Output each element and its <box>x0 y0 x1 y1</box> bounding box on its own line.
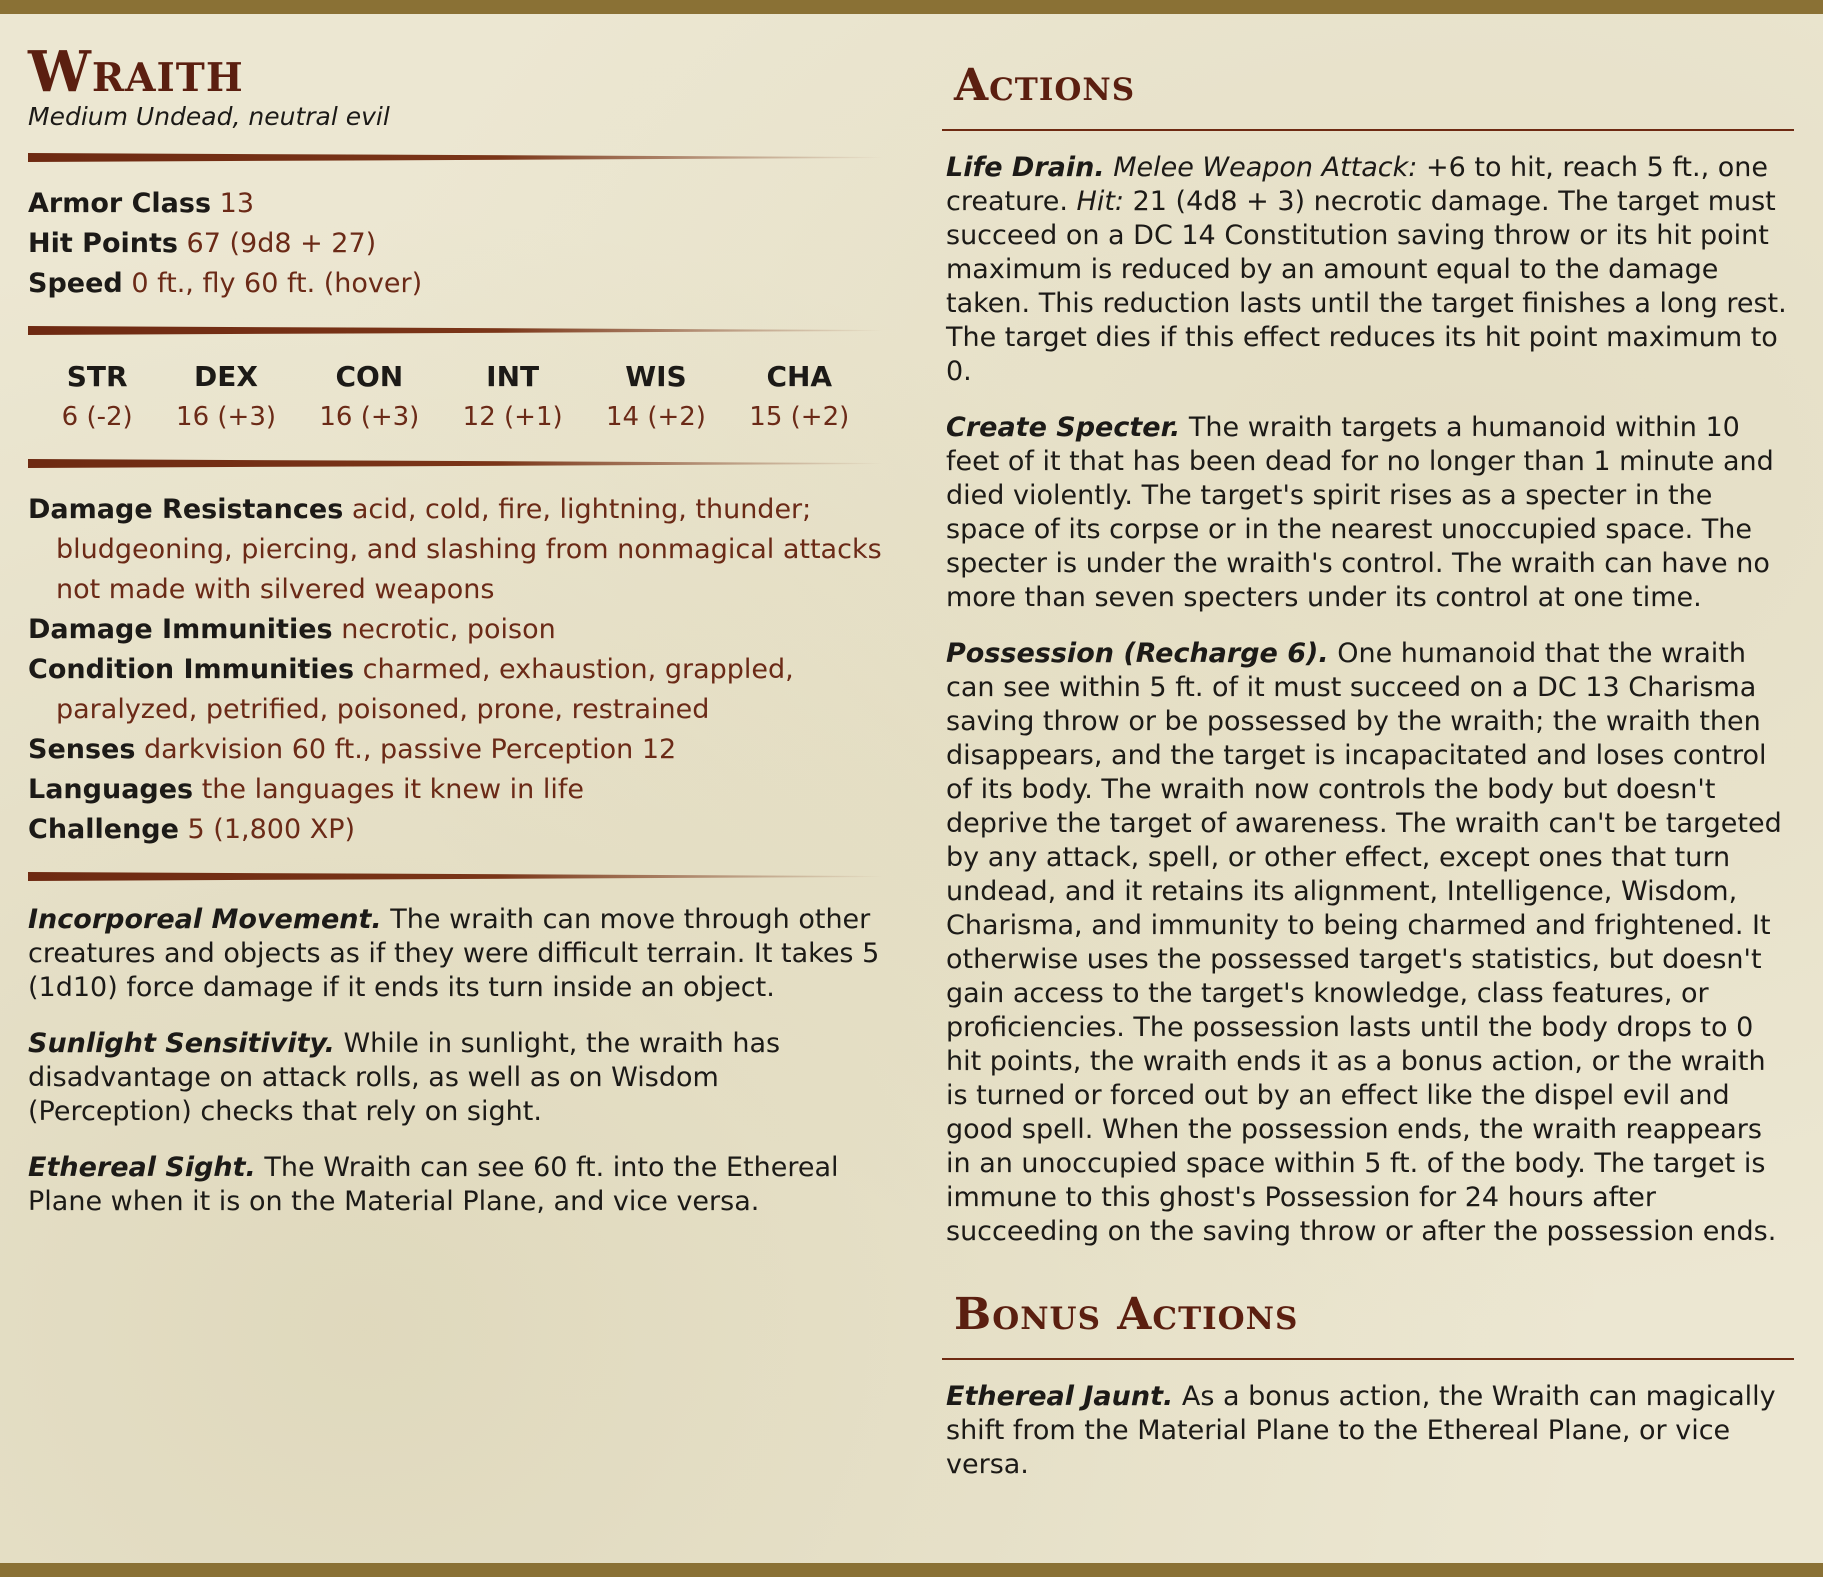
ability-dex <box>176 357 276 437</box>
condition-immunities <box>28 650 883 730</box>
divider <box>28 459 883 468</box>
property-label: Languages <box>28 774 194 805</box>
ability-value: 12 (+1) <box>462 402 563 432</box>
trait-ethereal-sight <box>28 1151 883 1219</box>
divider <box>28 872 883 881</box>
speed <box>28 264 883 304</box>
section-rule <box>942 1358 1794 1360</box>
action-text: As a bonus action, the Wraith can magically shift from the Material Plane to the Ethereal Plane, or vice versa. <box>946 1380 1776 1480</box>
monster-name: Wraith <box>28 39 244 105</box>
action-life-drain <box>946 151 1794 389</box>
attack-type: Melee Weapon Attack: <box>1113 151 1418 183</box>
divider <box>28 326 883 335</box>
ability-value: 15 (+2) <box>749 402 850 432</box>
property-label: Damage Immunities <box>28 614 333 645</box>
action-possession <box>946 637 1794 1249</box>
trait-text: The Wraith can see 60 ft. into the Ethereal Plane when it is on the Material Plane, and vice versa. <box>28 1152 839 1217</box>
ability-scores <box>28 357 883 437</box>
trait-name: Incorporeal Movement. <box>28 904 382 935</box>
action-name: Life Drain. <box>946 151 1105 183</box>
ability-label: INT <box>486 360 540 393</box>
property-value: acid, cold, fire, lightning, thunder; bludgeoning, piercing, and slashing from nonmagical attacks not made with silvered weapons <box>56 494 882 605</box>
monster-type: Medium Undead, neutral evil <box>28 102 390 131</box>
hit-text: 21 (4d8 + 3) necrotic damage. The target must succeed on a DC 14 Constitution saving throw or its hit point maximum is reduced by an amount equal to the damage taken. This reduction lasts until the target finishes a long rest. The target dies if this effect reduces its hit point maximum to 0. <box>946 185 1787 387</box>
property-label: Condition Immunities <box>28 654 355 685</box>
ability-con <box>319 357 419 437</box>
armor-class <box>28 184 883 224</box>
property-value: charmed, exhaustion, grappled, paralyzed, petrified, poisoned, prone, restrained <box>56 654 794 725</box>
senses <box>28 730 883 770</box>
ability-cha <box>749 357 849 437</box>
ability-value: 6 (-2) <box>61 402 133 432</box>
ability-label: CHA <box>766 360 833 393</box>
right-column <box>942 60 1794 1504</box>
ability-label: STR <box>66 360 128 393</box>
action-name: Possession (Recharge 6). <box>946 637 1329 669</box>
ability-label: WIS <box>625 360 687 393</box>
property-label: Challenge <box>28 814 179 845</box>
ability-value: 14 (+2) <box>605 402 706 432</box>
ability-label: CON <box>335 360 404 393</box>
bonus-action-ethereal-jaunt <box>946 1380 1794 1482</box>
action-create-specter <box>946 411 1794 615</box>
property-value: 5 (1,800 XP) <box>187 814 356 845</box>
languages <box>28 770 883 810</box>
trait-text: While in sunlight, the wraith has disadvantage on attack rolls, as well as on Wisdom (Perception) checks that rely on sight. <box>28 1028 781 1127</box>
ability-label: DEX <box>194 360 259 393</box>
damage-immunities <box>28 610 883 650</box>
divider <box>28 153 883 162</box>
damage-resistances <box>28 490 883 610</box>
trait-name: Ethereal Sight. <box>28 1152 256 1183</box>
speed-value: 0 ft., fly 60 ft. (hover) <box>131 268 423 299</box>
trait-incorporeal-movement <box>28 903 883 1005</box>
trait-sunlight-sensitivity <box>28 1027 883 1129</box>
trait-text: The wraith can move through other creatures and objects as if they were difficult terrain. It takes 5 (1d10) force damage if it ends its turn inside an object. <box>28 904 880 1003</box>
action-name: Create Specter. <box>946 411 1181 443</box>
property-value: the languages it knew in life <box>201 774 584 805</box>
ability-value: 16 (+3) <box>319 402 420 432</box>
bonus-actions-heading: Bonus Actions <box>954 1288 1299 1340</box>
hit-label: Hit: <box>1076 185 1125 217</box>
attack-text: +6 to hit, reach 5 ft., one creature. <box>946 151 1768 217</box>
ability-value: 16 (+3) <box>176 402 277 432</box>
property-label: Damage Resistances <box>28 494 344 525</box>
action-name: Ethereal Jaunt. <box>946 1380 1174 1412</box>
property-label: Senses <box>28 734 136 765</box>
trait-name: Sunlight Sensitivity. <box>28 1028 335 1059</box>
ability-int <box>463 357 563 437</box>
left-column <box>28 39 883 1241</box>
hit-points-value: 67 (9d8 + 27) <box>186 228 377 259</box>
ability-str <box>62 357 133 437</box>
armor-class-value: 13 <box>219 188 254 219</box>
speed-label: Speed <box>28 268 123 299</box>
property-value: darkvision 60 ft., passive Perception 12 <box>144 734 677 765</box>
challenge <box>28 810 883 850</box>
hit-points <box>28 224 883 264</box>
hit-points-label: Hit Points <box>28 228 178 259</box>
section-rule <box>942 129 1794 131</box>
property-value: necrotic, poison <box>341 614 556 645</box>
armor-class-label: Armor Class <box>28 188 212 219</box>
action-text: The wraith targets a humanoid within 10 feet of it that has been dead for no longer than 1 minute and died violently. The target's spirit rises as a specter in the space of its corpse or in the nearest unoccupied space. The specter is under the wraith's control. The wraith can have no more than seven specters under its control at one time. <box>946 411 1774 613</box>
ability-wis <box>606 357 706 437</box>
actions-heading: Actions <box>954 60 1136 111</box>
action-text: One humanoid that the wraith can see within 5 ft. of it must succeed on a DC 13 Charisma saving throw or be possessed by the wraith; the wraith then disappears, and the target is incapacitated and loses control of its body. The wraith now controls the body but doesn't deprive the target of awareness. The wraith can't be targeted by any attack, spell, or other effect, except ones that turn undead, and it retains its alignment, Intelligence, Wisdom, Charisma, and immunity to being charmed and frightened. It otherwise uses the possessed target's statistics, but doesn't gain access to the target's knowledge, class features, or proficiencies. The possession lasts until the body drops to 0 hit points, the wraith ends it as a bonus action, or the wraith is turned or forced out by an effect like the dispel evil and good spell. When the possession ends, the wraith reappears in an unoccupied space within 5 ft. of the body. The target is immune to this ghost's Possession for 24 hours after succeeding on the saving throw or after the possession ends. <box>946 637 1782 1247</box>
